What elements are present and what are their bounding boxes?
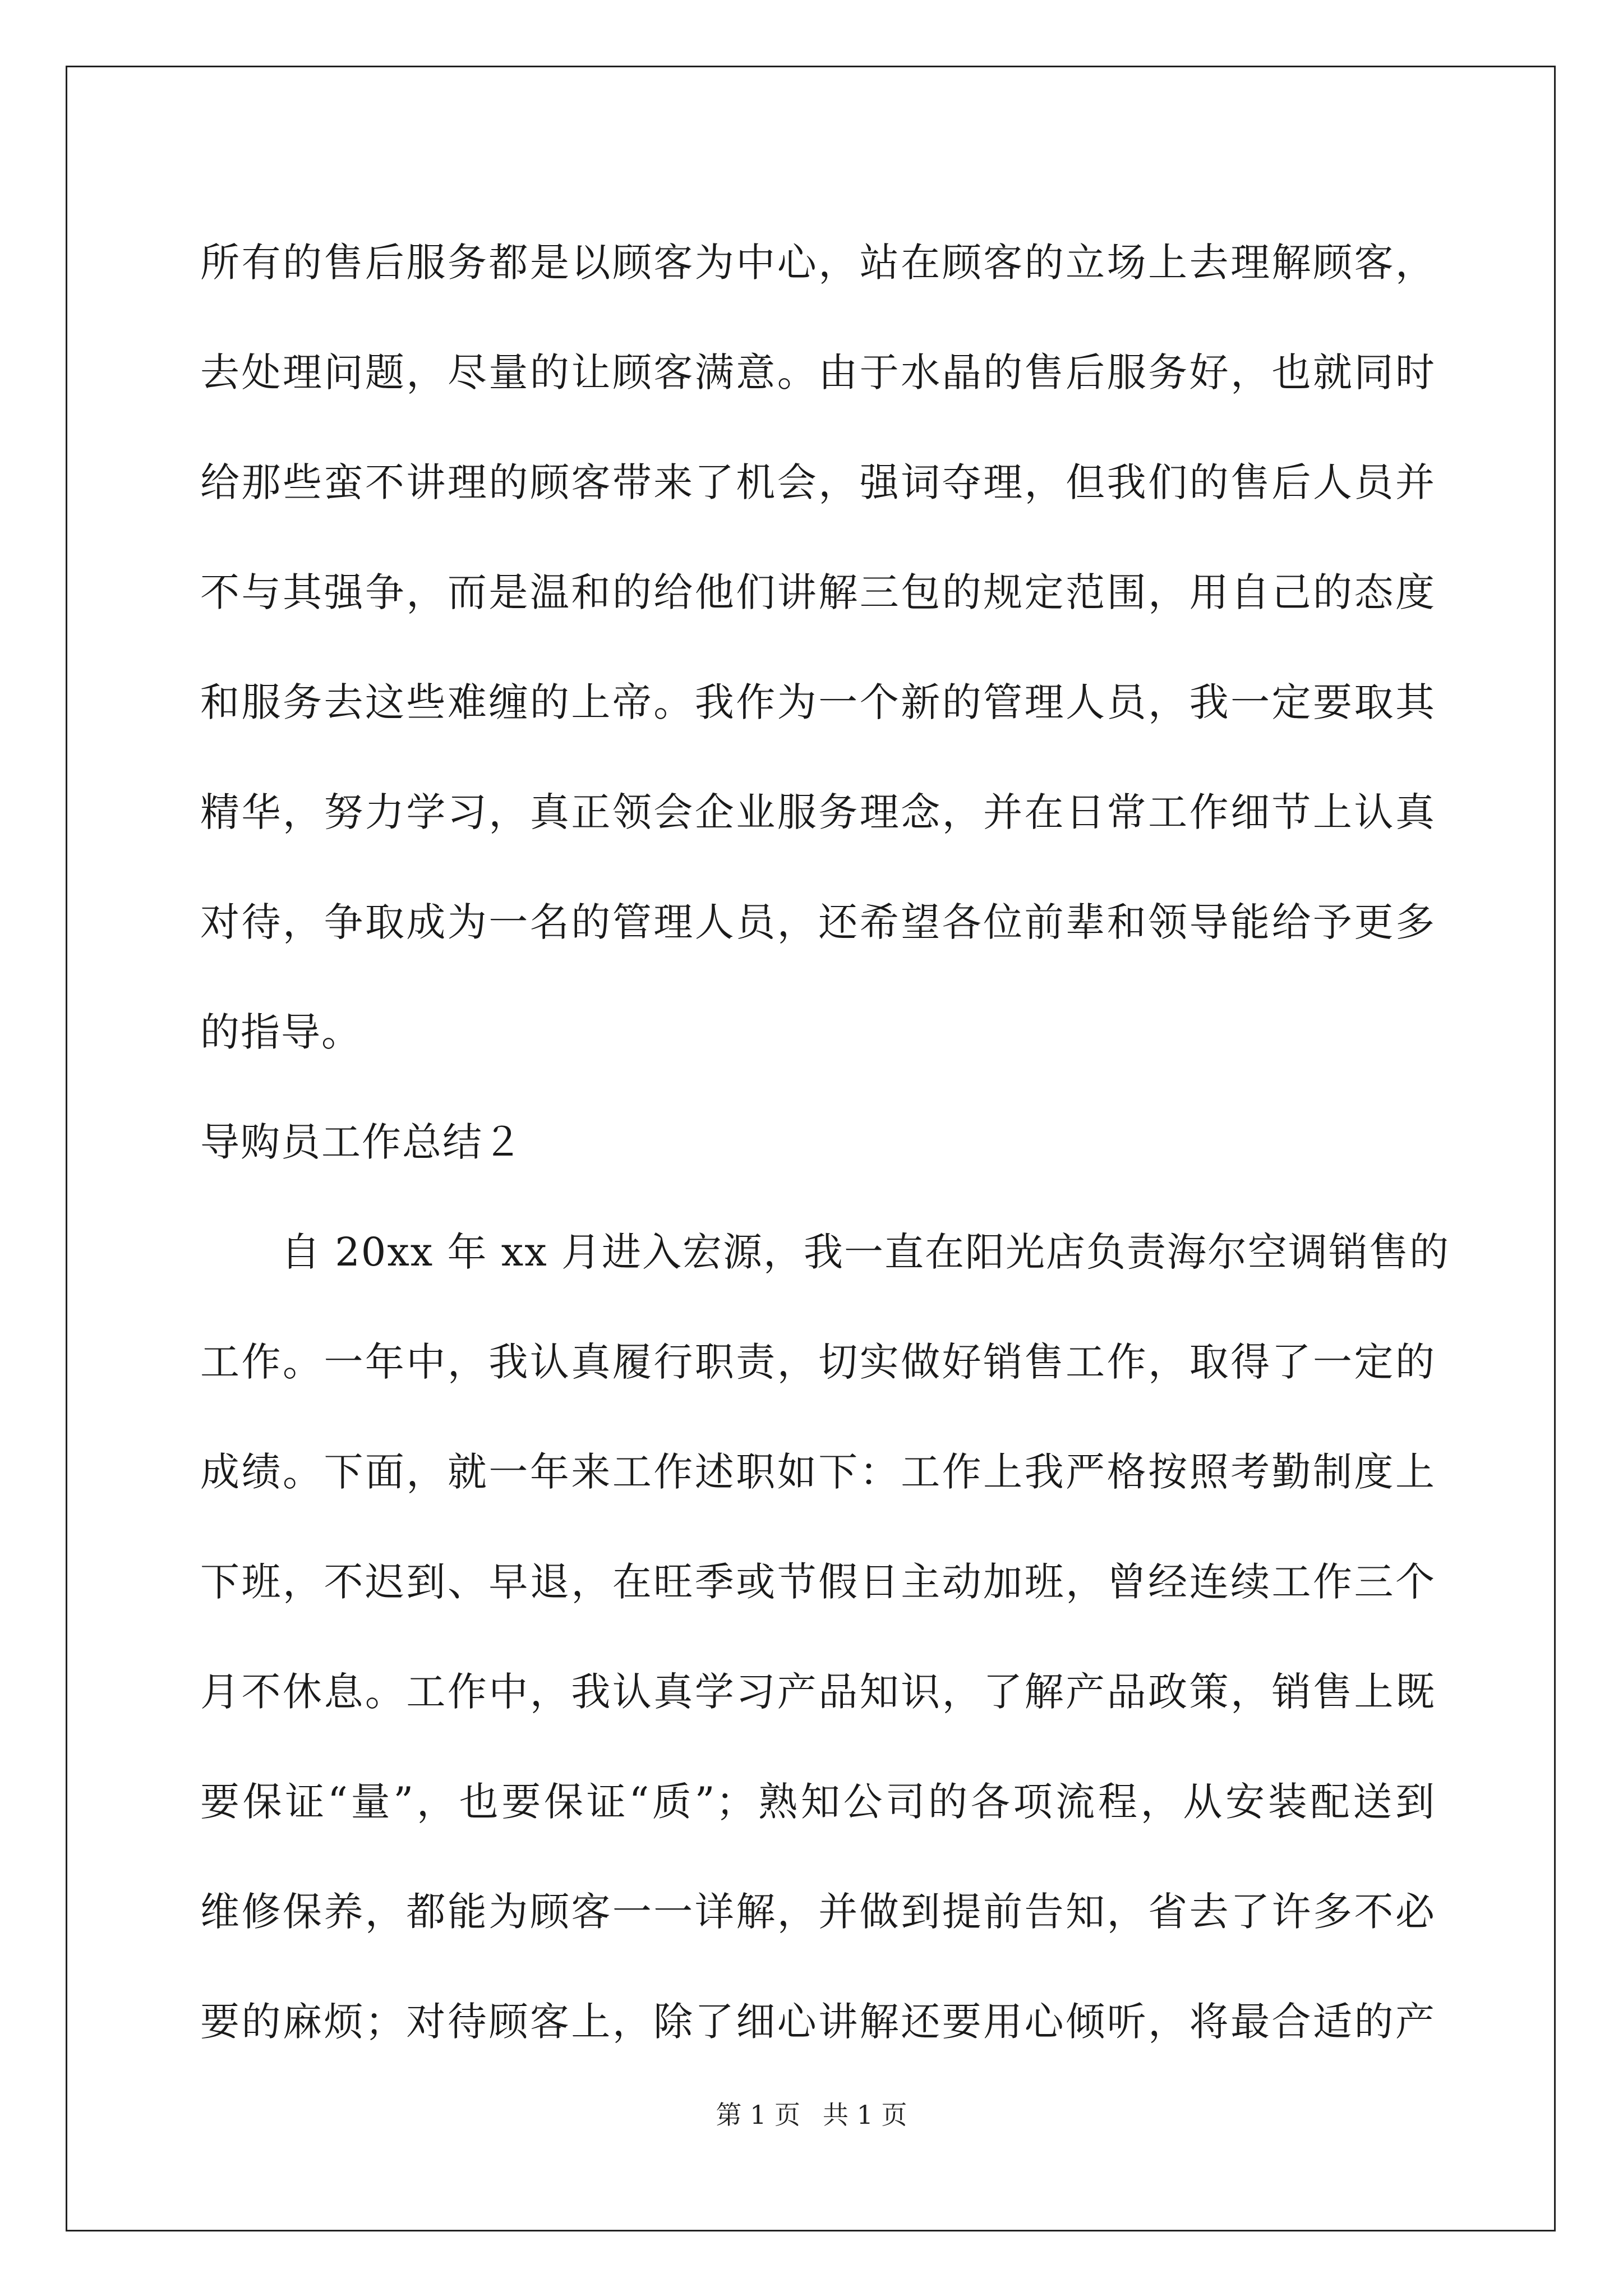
text-line: 维修保养，都能为顾客一一详解，并做到提前告知，省去了许多不必	[200, 1889, 1436, 1935]
document-body	[200, 208, 1450, 2077]
text-line: 所有的售后服务都是以顾客为中心，站在顾客的立场上去理解顾客，	[200, 240, 1436, 286]
text-line: 工作。一年中，我认真履行职责，切实做好销售工作，取得了一定的	[200, 1339, 1436, 1385]
text-line: 自 20xx 年 xx 月进入宏源，我一直在阳光店负责海尔空调销售的	[281, 1229, 1450, 1275]
text-line: 下班，不迟到、早退，在旺季或节假日主动加班，曾经连续工作三个	[200, 1559, 1436, 1605]
text-line: 要保证“量”，也要保证“质”；熟知公司的各项流程，从安装配送到	[200, 1779, 1436, 1825]
text-line: 给那些蛮不讲理的顾客带来了机会，强词夺理，但我们的售后人员并	[200, 459, 1436, 505]
text-line: 精华，努力学习，真正领会企业服务理念，并在日常工作细节上认真	[200, 789, 1436, 835]
text-line: 成绩。下面，就一年来工作述职如下：工作上我严格按照考勤制度上	[200, 1449, 1436, 1495]
page-number: 第 1 页	[716, 2100, 800, 2130]
page-total: 共 1 页	[823, 2100, 907, 2130]
section-heading: 导购员工作总结２	[200, 1119, 523, 1165]
text-line: 月不休息。工作中，我认真学习产品知识，了解产品政策，销售上既	[200, 1669, 1436, 1715]
text-line: 不与其强争，而是温和的给他们讲解三包的规定范围，用自己的态度	[200, 569, 1436, 615]
text-line: 和服务去这些难缠的上帝。我作为一个新的管理人员，我一定要取其	[200, 679, 1436, 725]
text-line: 要的麻烦；对待顾客上，除了细心讲解还要用心倾听，将最合适的产	[200, 1999, 1436, 2045]
text-line: 对待，争取成为一名的管理人员，还希望各位前辈和领导能给予更多	[200, 899, 1436, 945]
text-line: 去处理问题，尽量的让顾客满意。由于水晶的售后服务好，也就同时	[200, 349, 1436, 395]
text-line: 的指导。	[200, 1009, 362, 1055]
page-footer	[0, 2098, 1623, 2132]
